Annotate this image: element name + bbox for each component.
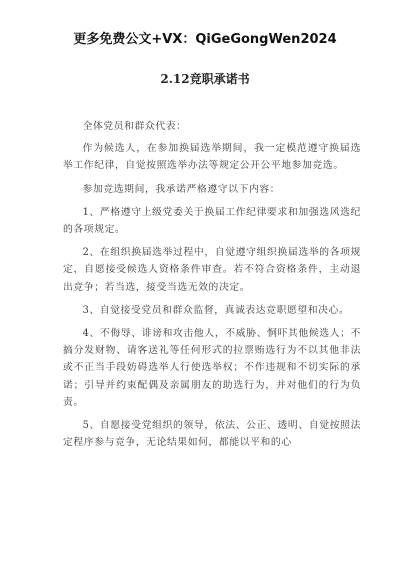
paragraph: 4、不侮辱、诽谤和攻击他人，不威胁、恫吓其他候选人；不搞分发财物、请客送礼等任何形式的拉票贿选行为不以其他非法或不正当手段妨碍选举人行使选举权；不作违规和不切实际的承诺；引导并约束配偶及亲属朋友的助选行为，并对他们的行为负责。 (63, 328, 361, 408)
paragraph: 5、自愿接受党组织的领导，依法、公正、透明、自觉按照法定程序参与竞争，无论结果如何，都能以平和的心 (63, 420, 361, 449)
paragraph: 参加竞选期间，我承诺严格遵守以下内容： (82, 183, 281, 195)
paragraph: 1、严格遵守上级党委关于换届工作纪律要求和加强选风选纪的各项规定。 (63, 206, 361, 236)
paragraph: 2、在组织换届选举过程中，自觉遵守组织换届选举的各项规定，自愿接受候选人资格条件审查。若不符合资格条件，主动退出竞争；若当选，接受当选无效的决定。 (63, 247, 361, 293)
document-title: 2.12竞职承诺书 (160, 72, 250, 86)
document-body (63, 118, 361, 457)
paragraph: 作为候选人，在参加换届选举期间，我一定模范遵守换届选举工作纪律，自觉按照选举办法等规定公开公平地参加竞选。 (63, 143, 361, 172)
promo-header: 更多免费公文+VX：QiGeGongWen2024 (73, 32, 337, 47)
salutation: 全体党员和群众代表： (82, 121, 187, 132)
paragraph: 3、自觉接受党员和群众监督，真诚表达竞职愿望和决心。 (82, 304, 350, 316)
